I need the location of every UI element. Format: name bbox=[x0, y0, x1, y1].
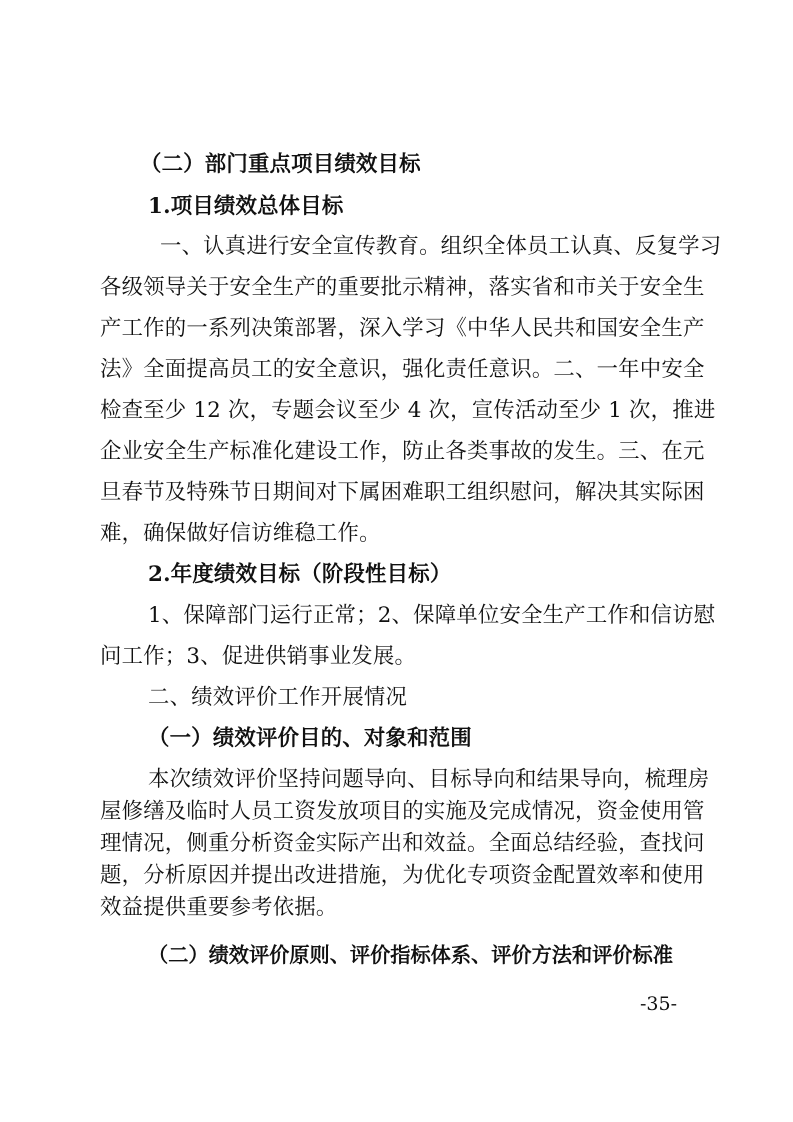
heading-overall-target: 1.项目绩效总体目标 bbox=[148, 194, 344, 219]
para3-line: 屋修缮及临时人员工资发放项目的实施及完成情况，资金使用管 bbox=[100, 799, 705, 824]
para1-line: 一、认真进行安全宣传教育。组织全体员工认真、反复学习 bbox=[160, 234, 722, 259]
para2-line: 问工作；3、促进供销事业发展。 bbox=[100, 644, 417, 669]
page-number: -35- bbox=[640, 993, 678, 1015]
heading-dept-target: （二）部门重点项目绩效目标 bbox=[140, 152, 421, 177]
para1-line: 企业安全生产标准化建设工作，防止各类事故的发生。三、在元 bbox=[100, 439, 705, 464]
para1-line: 产工作的一系列决策部署，深入学习《中华人民共和国安全生产 bbox=[100, 316, 705, 341]
heading-eval-purpose: （一）绩效评价目的、对象和范围 bbox=[148, 726, 472, 751]
para2-line: 1、保障部门运行正常；2、保障单位安全生产工作和信访慰 bbox=[148, 603, 716, 628]
para1-line: 法》全面提高员工的安全意识，强化责任意识。二、一年中安全 bbox=[100, 357, 705, 382]
para3-line: 题，分析原因并提出改进措施，为优化专项资金配置效率和使用 bbox=[100, 863, 705, 888]
para1-line: 难，确保做好信访维稳工作。 bbox=[100, 521, 381, 546]
heading-section-2: 二、绩效评价工作开展情况 bbox=[148, 685, 408, 710]
para3-line: 本次绩效评价坚持问题导向、目标导向和结果导向，梳理房 bbox=[148, 767, 710, 792]
heading-eval-principle: （二）绩效评价原则、评价指标体系、评价方法和评价标准 bbox=[148, 943, 673, 967]
para1-line: 检查至少 12 次，专题会议至少 4 次，宣传活动至少 1 次，推进 bbox=[100, 398, 716, 423]
para3-line: 理情况，侧重分析资金实际产出和效益。全面总结经验，查找问 bbox=[100, 831, 705, 856]
para1-line: 各级领导关于安全生产的重要批示精神，落实省和市关于安全生 bbox=[100, 275, 705, 300]
para3-line: 效益提供重要参考依据。 bbox=[100, 895, 338, 920]
para1-line: 旦春节及特殊节日期间对下属困难职工组织慰问，解决其实际困 bbox=[100, 480, 705, 505]
heading-annual-target: 2.年度绩效目标（阶段性目标） bbox=[148, 562, 452, 587]
